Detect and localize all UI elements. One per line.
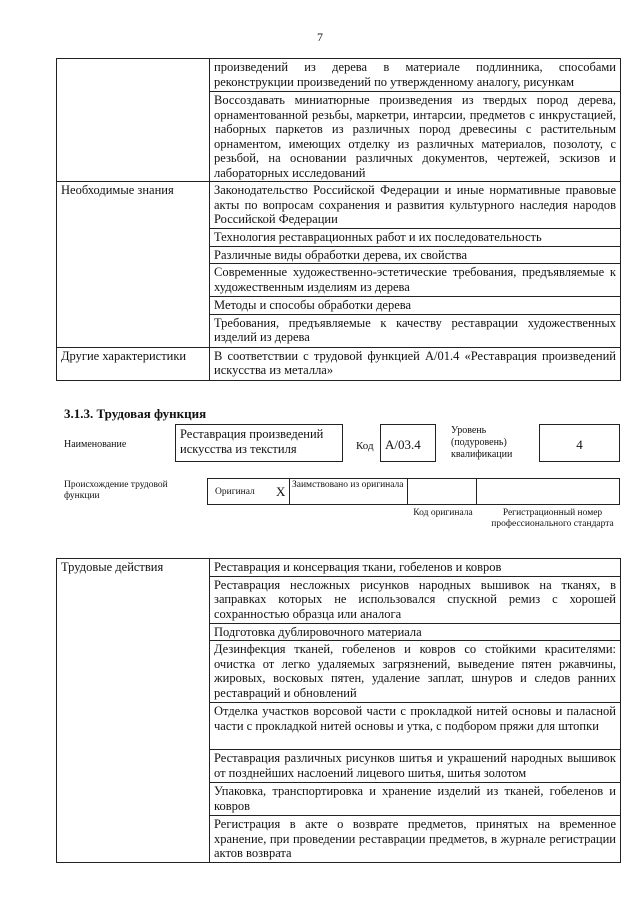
other-characteristics-label: Другие характеристики	[57, 347, 210, 380]
code-box	[380, 424, 436, 462]
action-cell: Реставрация и консервация ткани, гобеленов и ковров	[210, 559, 621, 577]
original-mark: X	[276, 484, 286, 499]
knowledge-cell: Законодательство Российской Федерации и иные нормативные правовые акты по вопросам сохранения и развития культурного наследия народов Российской Федерации	[210, 182, 621, 229]
actions-table	[56, 558, 621, 863]
origin-box	[207, 478, 620, 505]
page-number: 7	[317, 30, 323, 44]
actions-label: Трудовые действия	[57, 559, 210, 863]
function-name-box	[175, 424, 343, 462]
level-label: Уровень (подуровень) квалификации	[451, 425, 513, 460]
code-value: А/03.4	[385, 437, 421, 452]
name-label: Наименование	[64, 439, 127, 450]
action-cell: Упаковка, транспортировка и хранение изделий из тканей, гобеленов и ковров	[210, 783, 621, 816]
level-box	[539, 424, 620, 462]
level-value: 4	[576, 437, 583, 452]
borrowed-label: Заимствовано из оригинала	[292, 480, 404, 490]
section-title: 3.1.3. Трудовая функция	[64, 406, 207, 421]
knowledge-cell: Методы и способы обработки дерева	[210, 297, 621, 315]
other-characteristics-cell: В соответствии с трудовой функцией А/01.4 «Реставрация произведений искусства из металла»	[210, 347, 621, 380]
action-cell: Реставрация несложных рисунков народных вышивок на тканях, в заправках которых не использовался спускной ремиз с хорошей сохранностью образца или аналога	[210, 576, 621, 623]
knowledge-cell: Требования, предъявляемые к качеству реставрации художественных изделий из дерева	[210, 314, 621, 347]
knowledge-cell: Технология реставрационных работ и их последовательность	[210, 229, 621, 247]
top-table	[56, 58, 621, 381]
top-table-cell: Воссоздавать миниатюрные произведения из твердых пород дерева, орнаментованной резьбы, маркетри, интарсии, предметов с инкрустацией, наборных паркетов из различных пород древесины с растительным орнаментом, имеющих отделку из различных материалов, позолоту, с резьбой, на основании различных документов, чертежей, эскизов и лабораторных исследований	[210, 92, 621, 182]
action-cell: Реставрация различных рисунков шитья и украшений народных вышивок от позднейших наслоений лицевого шитья, шитья золотом	[210, 750, 621, 783]
reg-caption: Регистрационный номер профессионального стандарта	[491, 508, 614, 529]
origin-divider	[289, 478, 290, 505]
original-label: Оригинал	[215, 487, 255, 497]
action-cell: Подготовка дублировочного материала	[210, 623, 621, 641]
knowledge-cell: Различные виды обработки дерева, их свойства	[210, 246, 621, 264]
code-caption: Код оригинала	[413, 508, 473, 518]
top-table-cell: произведений из дерева в материале подлинника, способами реконструкции произведений по утвержденному аналогу, рисункам	[210, 59, 621, 92]
action-cell: Отделка участков ворсовой части с прокладкой нитей основы и паласной части с прокладкой нитей основы и утка, с подбором пряжи для штопки	[210, 703, 621, 750]
action-cell: Регистрация в акте о возврате предметов, принятых на временное хранение, при проведении реставрации предметов, в журнале регистрации актов возврата	[210, 816, 621, 863]
knowledge-cell: Современные художественно-эстетические требования, предъявляемые к художественным изделиям из дерева	[210, 264, 621, 297]
origin-divider	[476, 478, 477, 505]
code-label: Код	[356, 440, 374, 452]
top-table-empty-label	[57, 59, 210, 182]
action-cell: Дезинфекция тканей, гобеленов и ковров со стойкими красителями: очистка от легко удаляемых загрязнений, выведение пятен ржавчины, жировых, восковых пятен, удаление заплат, шнуров и следов ранних реставраций и обновлений	[210, 641, 621, 703]
function-name-value: Реставрация произведений искусства из текстиля	[180, 427, 324, 456]
origin-label: Происхождение трудовой функции	[64, 480, 168, 501]
origin-divider	[407, 478, 408, 505]
knowledge-label: Необходимые знания	[57, 182, 210, 348]
